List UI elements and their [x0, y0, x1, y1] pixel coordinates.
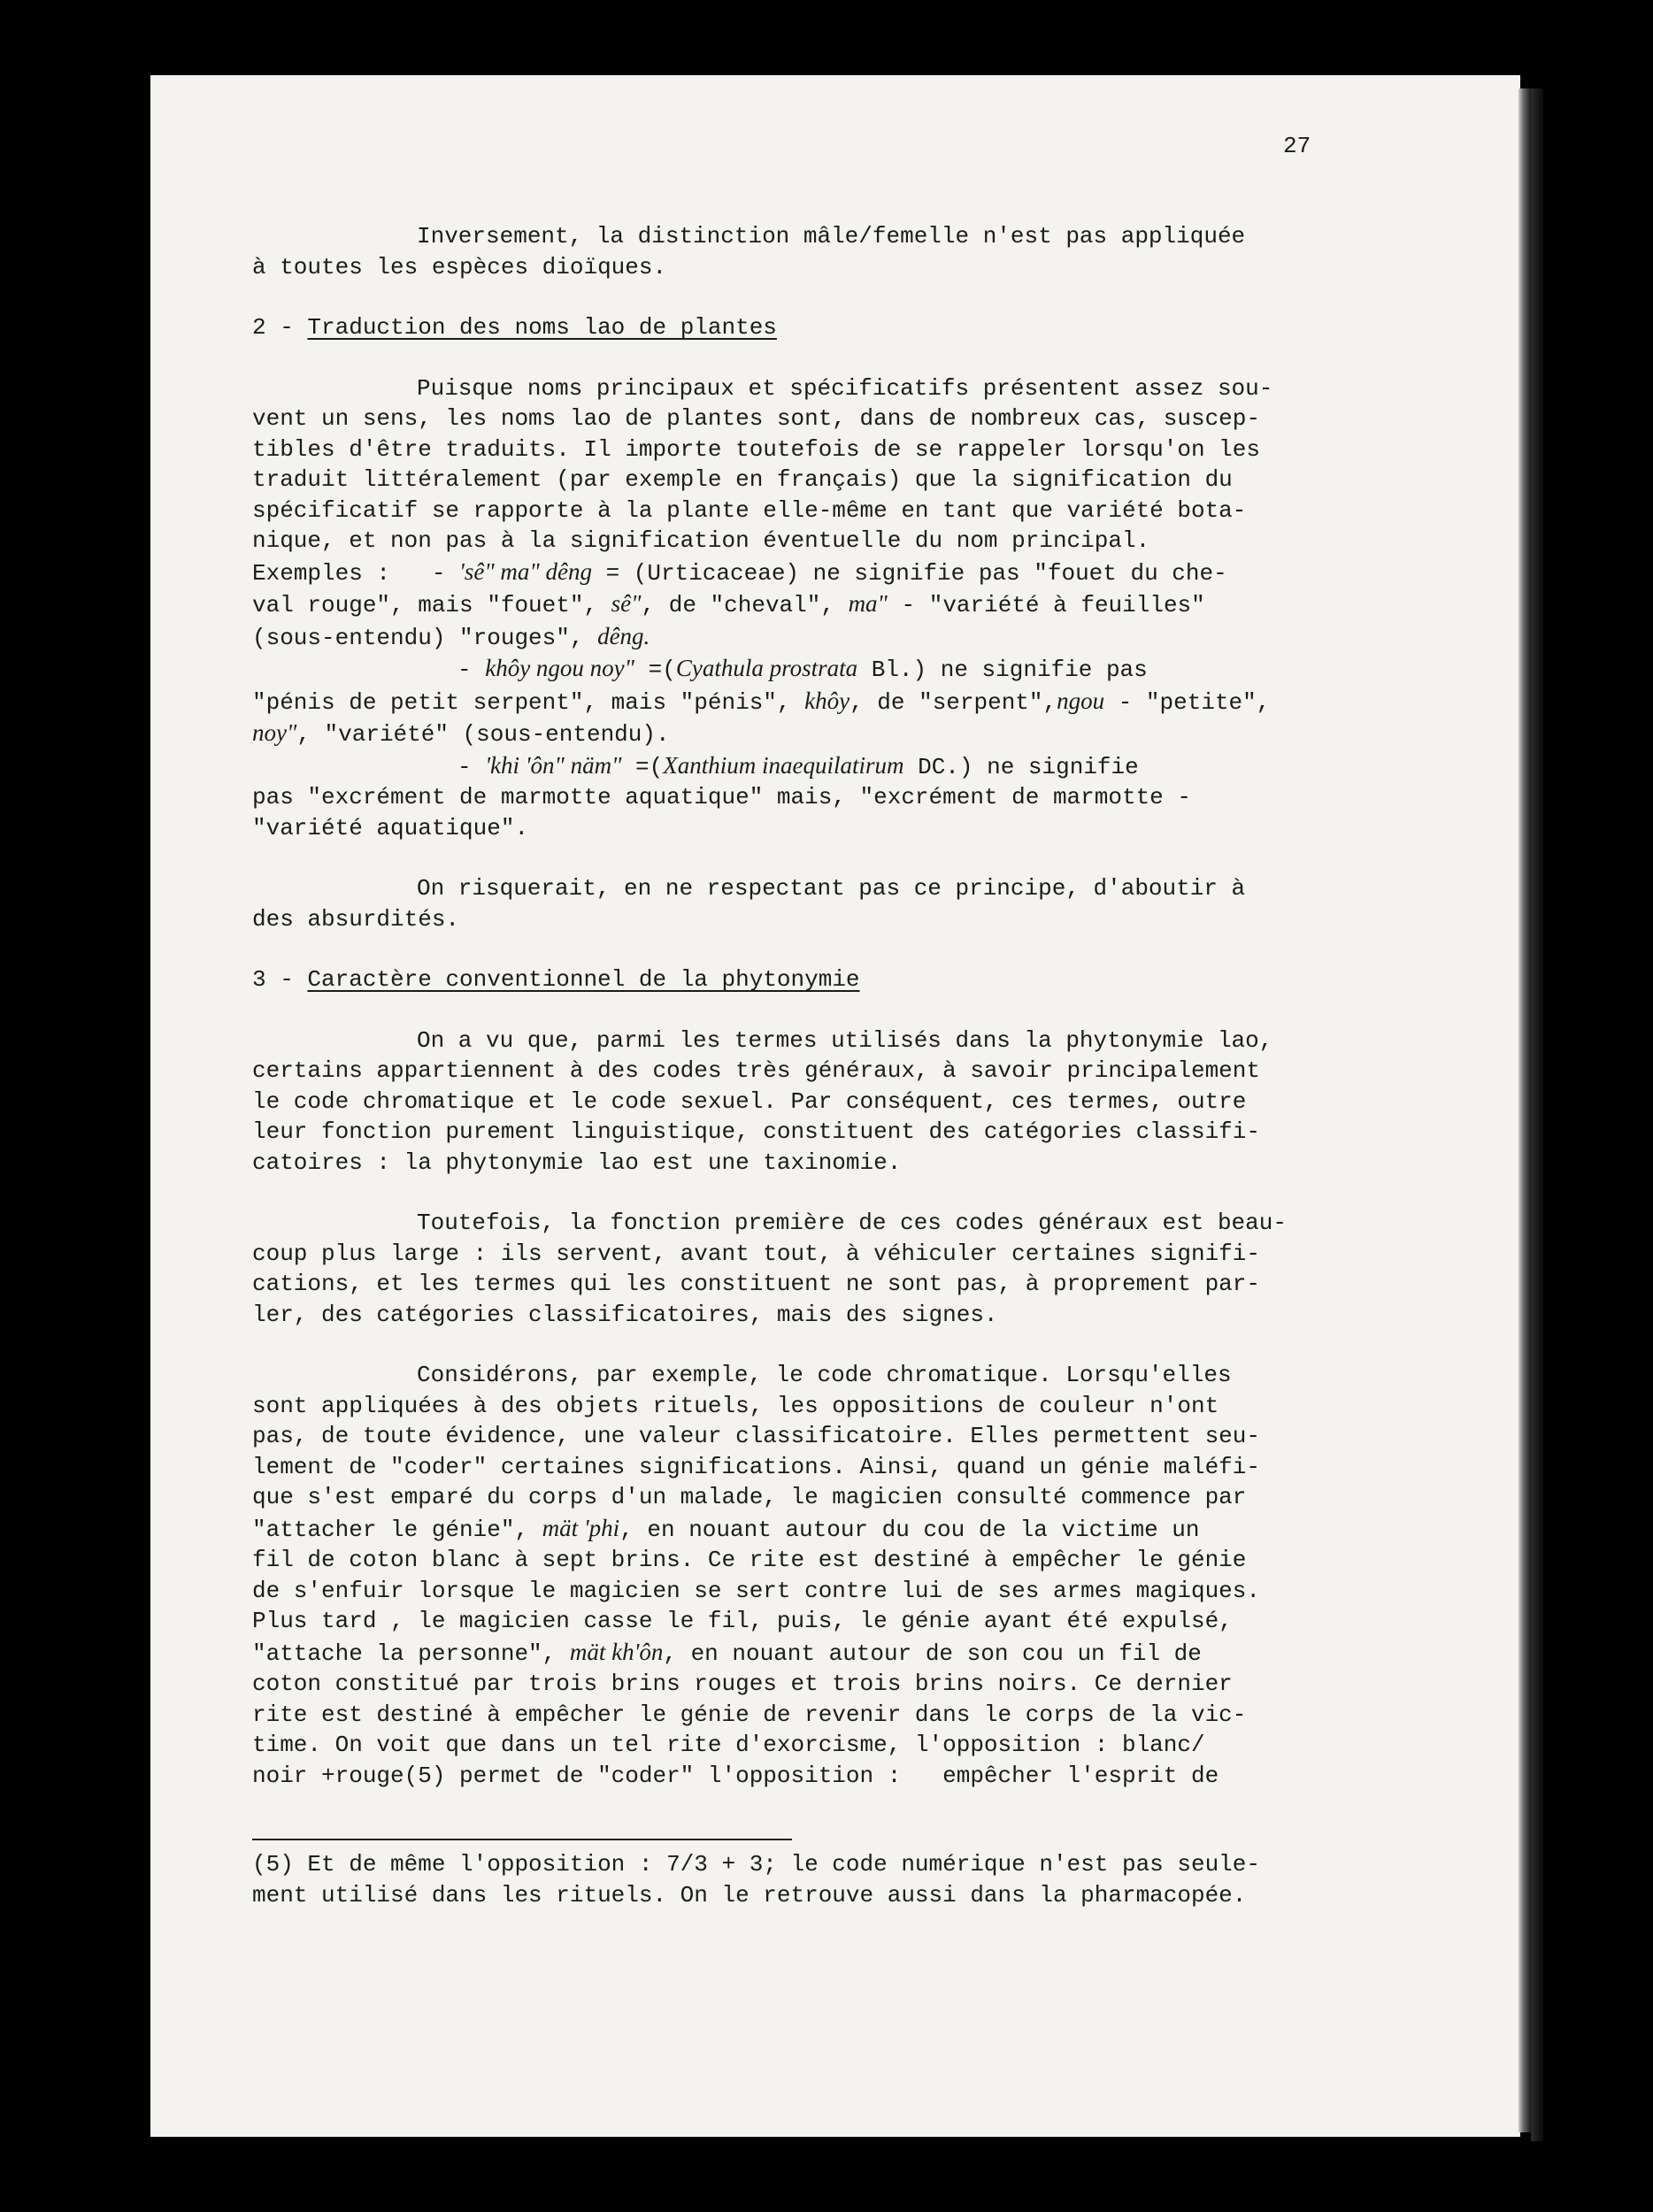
paragraph-line: leur fonction purement linguistique, constituent des catégories classifi- — [252, 1118, 1260, 1145]
paragraph-line: cations, et les termes qui les constituent ne sont pas, à proprement par- — [252, 1271, 1260, 1297]
paragraph-line: lement de "coder" certaines significations. Ainsi, quand un génie maléfi- — [252, 1453, 1260, 1480]
book-spine-shadow — [1531, 88, 1543, 2141]
paragraph-line: spécificatif se rapporte à la plante elle-même en tant que variété bota- — [252, 496, 1247, 524]
example-2-line: noy", "variété" (sous-entendu). — [252, 719, 670, 748]
paragraph-line: des absurdités. — [252, 905, 460, 933]
paragraph-line: de s'enfuir lorsque le magicien se sert contre lui de ses armes magiques. — [252, 1577, 1260, 1604]
paragraph-line: vent un sens, les noms lao de plantes sont, dans de nombreux cas, suscep- — [252, 405, 1260, 432]
example-2: - khôy ngou noy" =(Cyathula prostrata Bl.) ne signifie pas — [457, 655, 1148, 683]
paragraph-line: Considérons, par exemple, le code chromatique. Lorsqu'elles — [417, 1362, 1232, 1388]
paragraph-line: Puisque noms principaux et spécificatifs présentent assez sou- — [417, 374, 1273, 402]
paragraph-line: ler, des catégories classificatoires, mais des signes. — [252, 1301, 998, 1328]
paragraph-line: noir +rouge(5) permet de "coder" l'opposition : empêcher l'esprit de — [252, 1762, 1219, 1789]
paragraph-line: coup plus large : ils servent, avant tout, à véhiculer certaines signifi- — [252, 1240, 1260, 1267]
paragraph-line: pas, de toute évidence, une valeur classificatoire. Elles permettent seu- — [252, 1423, 1260, 1449]
example-3: - 'khi 'ôn" näm" =(Xanthium inaequilatirum DC.) ne signifie — [457, 751, 1139, 780]
paragraph-line: Plus tard , le magicien casse le fil, puis, le génie ayant été expulsé, — [252, 1608, 1233, 1634]
example-1-line: (sous-entendu) "rouges", dêng. — [252, 622, 650, 651]
paragraph-line: "attacher le génie", mät 'phi, en nouant autour du cou de la victime un — [252, 1514, 1200, 1543]
paragraph-line: nique, et non pas à la signification éventuelle du nom principal. — [252, 527, 1150, 554]
paragraph-line: "attache la personne", mät kh'ôn, en nouant autour de son cou un fil de — [252, 1638, 1202, 1667]
paragraph-line: certains appartiennent à des codes très généraux, à savoir principalement — [252, 1057, 1260, 1084]
section-heading-3: 3 - Caractère conventionnel de la phytonymie — [252, 966, 860, 993]
example-3-line: pas "excrément de marmotte aquatique" mais, "excrément de marmotte - — [252, 784, 1191, 810]
example-1-line: val rouge", mais "fouet", sê", de "cheval", ma" - "variété à feuilles" — [252, 590, 1205, 618]
book-spine-edge — [1518, 88, 1531, 2132]
paragraph-line: catoires : la phytonymie lao est une taxinomie. — [252, 1148, 902, 1176]
example-2-line: "pénis de petit serpent", mais "pénis", khôy, de "serpent",ngou - "petite", — [252, 687, 1271, 716]
paragraph-line: Toutefois, la fonction première de ces codes généraux est beau- — [417, 1210, 1287, 1236]
example-3-line: "variété aquatique". — [252, 814, 529, 841]
paragraph-line: fil de coton blanc à sept brins. Ce rite est destiné à empêcher le génie — [252, 1547, 1247, 1573]
paragraph-line: à toutes les espèces dioïques. — [252, 253, 667, 280]
paragraph-line: On risquerait, en ne respectant pas ce principe, d'aboutir à — [417, 875, 1246, 902]
paragraph-line: On a vu que, parmi les termes utilisés dans la phytonymie lao, — [417, 1026, 1273, 1054]
footnote-line: (5) Et de même l'opposition : 7/3 + 3; le code numérique n'est pas seule- — [252, 1851, 1260, 1878]
section-heading-2: 2 - Traduction des noms lao de plantes — [252, 314, 777, 341]
paragraph-line: tibles d'être traduits. Il importe toutefois de se rappeler lorsqu'on les — [252, 435, 1260, 463]
paragraph-line: time. On voit que dans un tel rite d'exorcisme, l'opposition : blanc/ — [252, 1732, 1205, 1758]
footnote-line: ment utilisé dans les rituels. On le retrouve aussi dans la pharmacopée. — [252, 1881, 1247, 1909]
paragraph-line: traduit littéralement (par exemple en français) que la signification du — [252, 466, 1233, 493]
paragraph-line: sont appliquées à des objets rituels, les oppositions de couleur n'ont — [252, 1392, 1219, 1419]
paragraph-line: Inversement, la distinction mâle/femelle n'est pas appliquée — [417, 223, 1246, 250]
page-number: 27 — [1283, 133, 1311, 159]
paragraph-line: que s'est emparé du corps d'un malade, le magicien consulté commence par — [252, 1484, 1247, 1510]
paragraph-line: coton constitué par trois brins rouges et trois brins noirs. Ce dernier — [252, 1671, 1233, 1697]
paragraph-line: rite est destiné à empêcher le génie de revenir dans le corps de la vic- — [252, 1701, 1247, 1728]
example-1: Exemples : - 'sê" ma" dêng = (Urticaceae) ne signifie pas "fouet du che- — [252, 557, 1227, 587]
paragraph-line: le code chromatique et le code sexuel. Par conséquent, ces termes, outre — [252, 1087, 1247, 1115]
footnote — [252, 1849, 1349, 1910]
footnote-rule — [252, 1839, 792, 1840]
body-text — [252, 221, 1349, 1791]
